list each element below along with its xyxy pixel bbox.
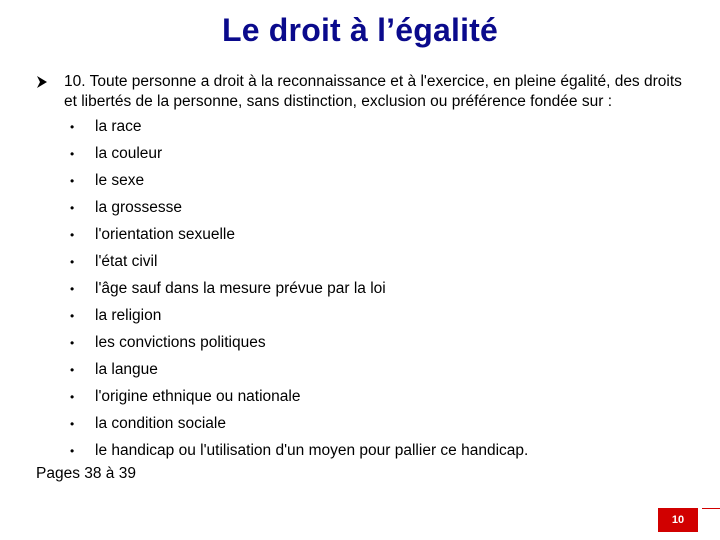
bullet-dot: • <box>70 417 75 431</box>
bullet-dot: • <box>70 255 75 269</box>
list-item-text: la religion <box>95 307 162 324</box>
list-item-text: l'orientation sexuelle <box>95 226 235 243</box>
list-item <box>70 143 528 170</box>
list-item-text: le handicap ou l'utilisation d'un moyen pour pallier ce handicap. <box>95 442 529 459</box>
slide-title: Le droit à l’égalité <box>221 12 499 48</box>
list-item <box>70 251 528 278</box>
list-item <box>70 305 528 332</box>
list-item <box>70 170 528 197</box>
list-item-text: la couleur <box>95 145 163 162</box>
list-item-text: le sexe <box>95 172 145 189</box>
list-item <box>70 440 528 467</box>
bullet-dot: • <box>70 120 75 134</box>
bullet-dot: • <box>70 363 75 377</box>
list-item <box>70 332 528 359</box>
list-item-text: la grossesse <box>95 199 183 216</box>
bullet-dot: • <box>70 390 75 404</box>
list-item <box>70 278 528 305</box>
list-item <box>70 413 528 440</box>
intro-text: 10. Toute personne a droit à la reconnaissance et à l'exercice, en pleine égalité, des droits et libertés de la personne, sans distinction, exclusion ou préférence fondée sur : <box>64 73 682 110</box>
bullet-dot: • <box>70 444 75 458</box>
bullet-dot: • <box>70 201 75 215</box>
pages-reference: Pages 38 à 39 <box>36 465 136 482</box>
list-item <box>70 197 528 224</box>
list-item-text: la langue <box>95 361 158 378</box>
list-item <box>70 224 528 251</box>
list-item-text: les convictions politiques <box>95 334 266 351</box>
intro-paragraph <box>36 72 696 112</box>
ground-list <box>70 116 528 467</box>
list-item <box>70 359 528 386</box>
bullet-dot: • <box>70 336 75 350</box>
bullet-dot: • <box>70 309 75 323</box>
list-item <box>70 386 528 413</box>
page-number-badge: 10 <box>658 508 698 532</box>
list-item-text: l'origine ethnique ou nationale <box>95 388 301 405</box>
list-item-text: la condition sociale <box>95 415 226 432</box>
bullet-dot: • <box>70 174 75 188</box>
bullet-dot: • <box>70 282 75 296</box>
list-item <box>70 116 528 143</box>
list-item-text: l'état civil <box>95 253 158 270</box>
bullet-dot: • <box>70 228 75 242</box>
list-item-text: la race <box>95 118 142 135</box>
bullet-dot: • <box>70 147 75 161</box>
list-item-text: l'âge sauf dans la mesure prévue par la loi <box>95 280 386 297</box>
arrow-bullet-icon <box>36 72 50 92</box>
page-badge-divider <box>702 508 720 509</box>
